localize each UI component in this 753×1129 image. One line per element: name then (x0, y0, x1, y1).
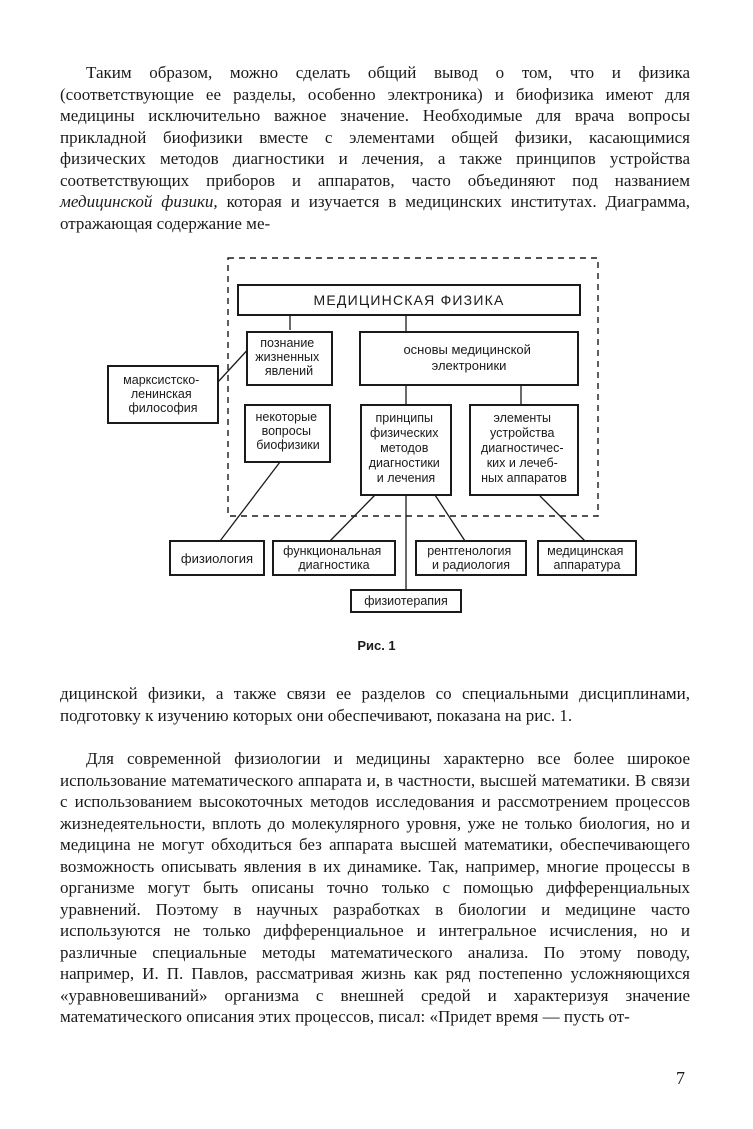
paragraph-diagram-reference (60, 683, 690, 726)
paragraph-diagram-reference-text: дицинской физики, а также связи ее разделов со специальными дисциплинами, подготовку к изучению которых они обеспечивают, показана на рис. 1. (60, 684, 690, 725)
box-medical-equipment-label: медицинская аппаратура (547, 544, 624, 572)
page-number: 7 (676, 1068, 685, 1088)
box-radiology-label: рентгенология и радиология (427, 544, 512, 572)
box-medical-physics-label: МЕДИЦИНСКАЯ ФИЗИКА (313, 292, 505, 308)
box-cognition-label: познание жизненных явлений (255, 336, 320, 378)
figure-caption: Рис. 1 (357, 638, 396, 653)
box-device-elements-label: элементы устройства диагностичес- ких и лечеб- ных аппаратов (481, 411, 567, 485)
paragraph-intro-text: Таким образом, можно сделать общий вывод о том, что и физика (соответствующие ее разделы, особенно электроника) и биофизика имеют для медицины исключительно важное значение. Необходимые для врача вопросы прикладной биофизики вместе с элементами общей физики, касающимися физических методов диагностики и лечения, а также принципов устройства соответствующих приборов и аппаратов, часто объединяют под названием (60, 63, 690, 190)
box-physiotherapy-label: физиотерапия (364, 594, 448, 608)
box-physiology-label: физиология (180, 551, 254, 566)
paragraph-intro-end: которая и изучается в медицинских институтах. Диаграмма, отражающая содержание ме- (60, 192, 691, 233)
connector-principles-functional (330, 495, 375, 541)
connector-elements-equipment (540, 496, 585, 541)
connector-biophysics-physiology (220, 462, 280, 541)
paragraph-mathematics-text: Для современной физиологии и медицины характерно все более широкое использование математического аппарата и, в частности, высшей математики. В связи с использованием высокоточных методов исследования и рассмотрением процессов жизнедеятельности, вплоть до молекулярного уровня, уже не только биология, но и медицина не могут обходиться без аппарата высшей математики, обеспечивающего возможность описывать явления в их динамике. Так, например, многие процессы в организме могут быть описаны точно только с помощью дифференциальных уравнений. Поэтому в научных разработках в биологии и медицине часто используются не только дифференциальное и интегральное исчисления, но и различные специальные методы математического анализа. По этому поводу, например, И. П. Павлов, рассматривая жизнь как ряд постепенно усложняющихся «уравновешиваний» организма с внешней средой и характеризуя значение математического описания этих процессов, писал: «Придет время — пусть от- (60, 749, 690, 1026)
box-philosophy-label: марксистско- ленинская философия (123, 373, 200, 415)
box-biophysics-label: некоторые вопросы биофизики (255, 410, 320, 452)
emphasis-medical-physics: медицинской физики, (60, 192, 218, 211)
box-functional-diagnostics-label: функциональная диагностика (283, 544, 382, 572)
paragraph-mathematics (60, 748, 690, 1028)
connector-principles-radiology (435, 495, 465, 541)
box-principles-label: принципы физических методов диагностики и лечения (368, 411, 440, 485)
box-electronics-label: основы медицинской электроники (403, 342, 531, 373)
